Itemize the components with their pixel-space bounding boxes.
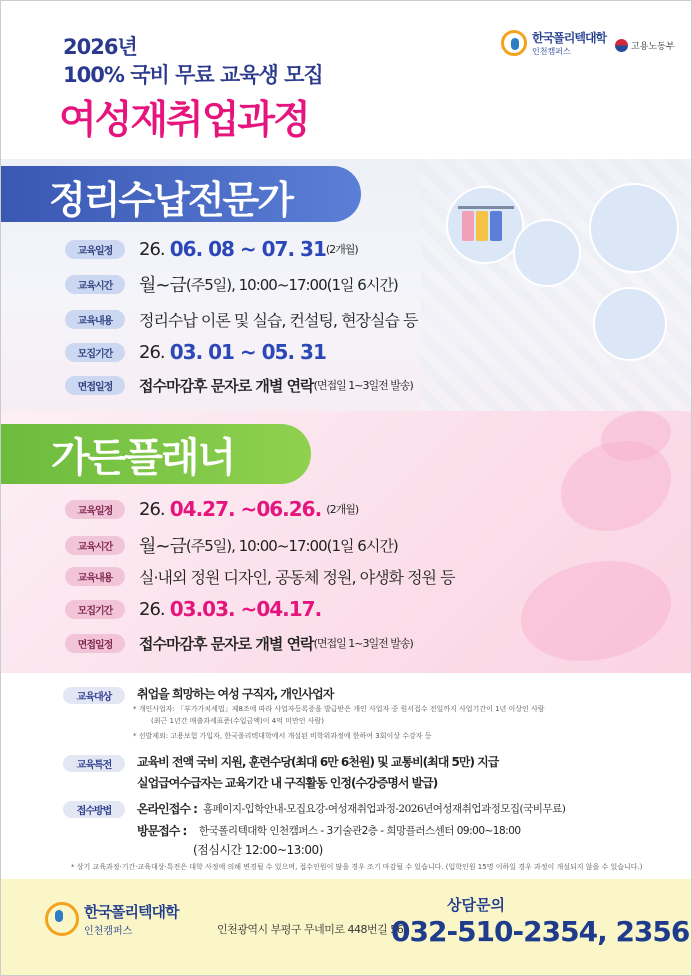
row-prefix: 월~금 [139, 536, 186, 557]
course1-row-recruit [65, 340, 326, 364]
row-highlight: 03.03. ~04.17. [169, 597, 322, 621]
contact-label: 상담문의 [447, 896, 505, 914]
target-text: 취업을 희망하는 여성 구직자, 개인사업자 [137, 687, 334, 701]
row-prefix: 월~금 [139, 275, 186, 296]
course1-row-schedule [65, 237, 358, 261]
footer-org-name: 한국폴리텍대학 [84, 903, 179, 921]
course2-row-interview [65, 631, 413, 655]
row-suffix: (면접일 1~3일전 발송) [313, 637, 413, 650]
target-note: * 선발제외: 고용보험 가입자, 한국폴리텍대학에서 개설된 비학위과정에 한하여 3회이상 수강자 등 [133, 732, 432, 740]
footer-address: 인천광역시 부평구 무네미로 448번길 56 [217, 923, 404, 936]
container-illustration [593, 287, 667, 361]
benefit-label: 교육특전 [63, 755, 125, 772]
course2-title: 가든플래너 [51, 435, 235, 481]
course1-row-content [65, 307, 417, 331]
course2-row-recruit [65, 597, 321, 621]
storage-boxes-illustration [589, 183, 679, 273]
visit-apply-label: 방문접수 : [137, 824, 187, 838]
course1-row-interview [65, 373, 413, 397]
contact-phone: 032-510-2354, 2356 [391, 915, 690, 948]
row-prefix: 26. [139, 238, 165, 260]
online-apply-label: 온라인접수 : [137, 802, 197, 816]
taegeuk-icon [615, 39, 628, 52]
row-label: 교육일정 [65, 500, 125, 519]
row-prefix: 26. [139, 498, 165, 520]
row-prefix: 26. [139, 341, 165, 363]
row-label: 면접일정 [65, 634, 125, 653]
row-prefix: 접수마감후 문자로 개별 연락 [139, 376, 314, 395]
apply-label: 접수방법 [63, 801, 125, 818]
row-highlight: 03. 01 ~ 05. 31 [169, 340, 326, 364]
polytech-logo-icon [501, 30, 527, 56]
row-prefix: 실·내외 정원 디자인, 공동체 정원, 야생화 정원 등 [139, 567, 455, 587]
row-prefix: 정리수납 이론 및 실습, 컨설팅, 현장실습 등 [139, 310, 418, 330]
course2-row-time [65, 533, 398, 557]
row-label: 교육시간 [65, 275, 125, 294]
row-label: 교육시간 [65, 536, 125, 555]
row-label: 면접일정 [65, 376, 125, 395]
course2-row-schedule [65, 497, 358, 521]
polytech-logo-icon [45, 902, 79, 936]
row-prefix: 접수마감후 문자로 개별 연락 [139, 634, 314, 653]
row-prefix: 26. [139, 598, 165, 620]
course1-title: 정리수납전문가 [49, 178, 292, 222]
course1-row-time [65, 272, 398, 296]
row-suffix: (주5일), 10:00~17:00(1일 6시간) [185, 536, 398, 555]
ministry-logo [615, 39, 674, 52]
row-label: 모집기간 [65, 343, 125, 362]
benefit-text: 교육비 전액 국비 지원, 훈련수당(최대 6만 6천원) 및 교통비(최대 5만) 지급 [137, 755, 499, 769]
target-note: * 개인사업자: 「부가가치세법」제8조에 따라 사업자등록증을 발급받은 개인 사업자 중 원서접수 전일까지 사업기간이 1년 이상인 사람 [133, 705, 545, 713]
footnote: * 상기 교육과정·기간·교육대상·특전은 대학 사정에 의해 변경될 수 있으며, 접수인원이 많을 경우 조기 마감될 수 있습니다. (입학인원 15명 이하일 경우 과정이 개설되지 않을 수 있습니다.) [71, 863, 643, 871]
logo-org-name: 한국폴리텍대학 [532, 31, 607, 45]
header-subtitle: 100% 국비 무료 교육생 모집 [63, 63, 323, 87]
header-year: 2026년 [63, 35, 137, 59]
logo-campus: 인천캠퍼스 [532, 47, 571, 56]
kitchen-tools-illustration [513, 219, 581, 287]
online-apply-text: 홈페이지-입학안내-모집요강-여성재취업과정-2026년여성재취업과정모집(국비무료) [203, 803, 566, 815]
visit-lunch: (점심시간 12:00~13:00) [193, 843, 323, 857]
footer-campus: 인천캠퍼스 [84, 926, 133, 937]
row-label: 교육내용 [65, 310, 125, 329]
row-label: 교육내용 [65, 567, 125, 586]
page-title: 여성재취업과정 [59, 98, 309, 143]
ministry-name: 고용노동부 [631, 42, 675, 52]
row-highlight: 06. 08 ~ 07. 31 [169, 237, 326, 261]
row-suffix: (2개월) [326, 503, 359, 516]
row-suffix: (2개월) [325, 243, 358, 256]
row-label: 교육일정 [65, 240, 125, 259]
row-highlight: 04.27. ~06.26. [169, 497, 322, 521]
target-label: 교육대상 [63, 687, 125, 704]
footer-logo [45, 901, 178, 937]
benefit-text: 실업급여수급자는 교육기간 내 구직활동 인정(수강증명서 발급) [137, 776, 438, 790]
visit-apply-text: 한국폴리텍대학 인천캠퍼스 - 3기술관2층 - 희망플러스센터 09:00~18:00 [199, 825, 521, 837]
row-label: 모집기간 [65, 600, 125, 619]
row-suffix: (면접일 1~3일전 발송) [313, 379, 413, 392]
target-note: (최근 1년간 매출과세표준(수입금액)이 4억 미만인 사람) [151, 717, 324, 725]
polytech-logo [501, 29, 606, 57]
row-suffix: (주5일), 10:00~17:00(1일 6시간) [185, 275, 398, 294]
course2-row-content [65, 564, 455, 588]
